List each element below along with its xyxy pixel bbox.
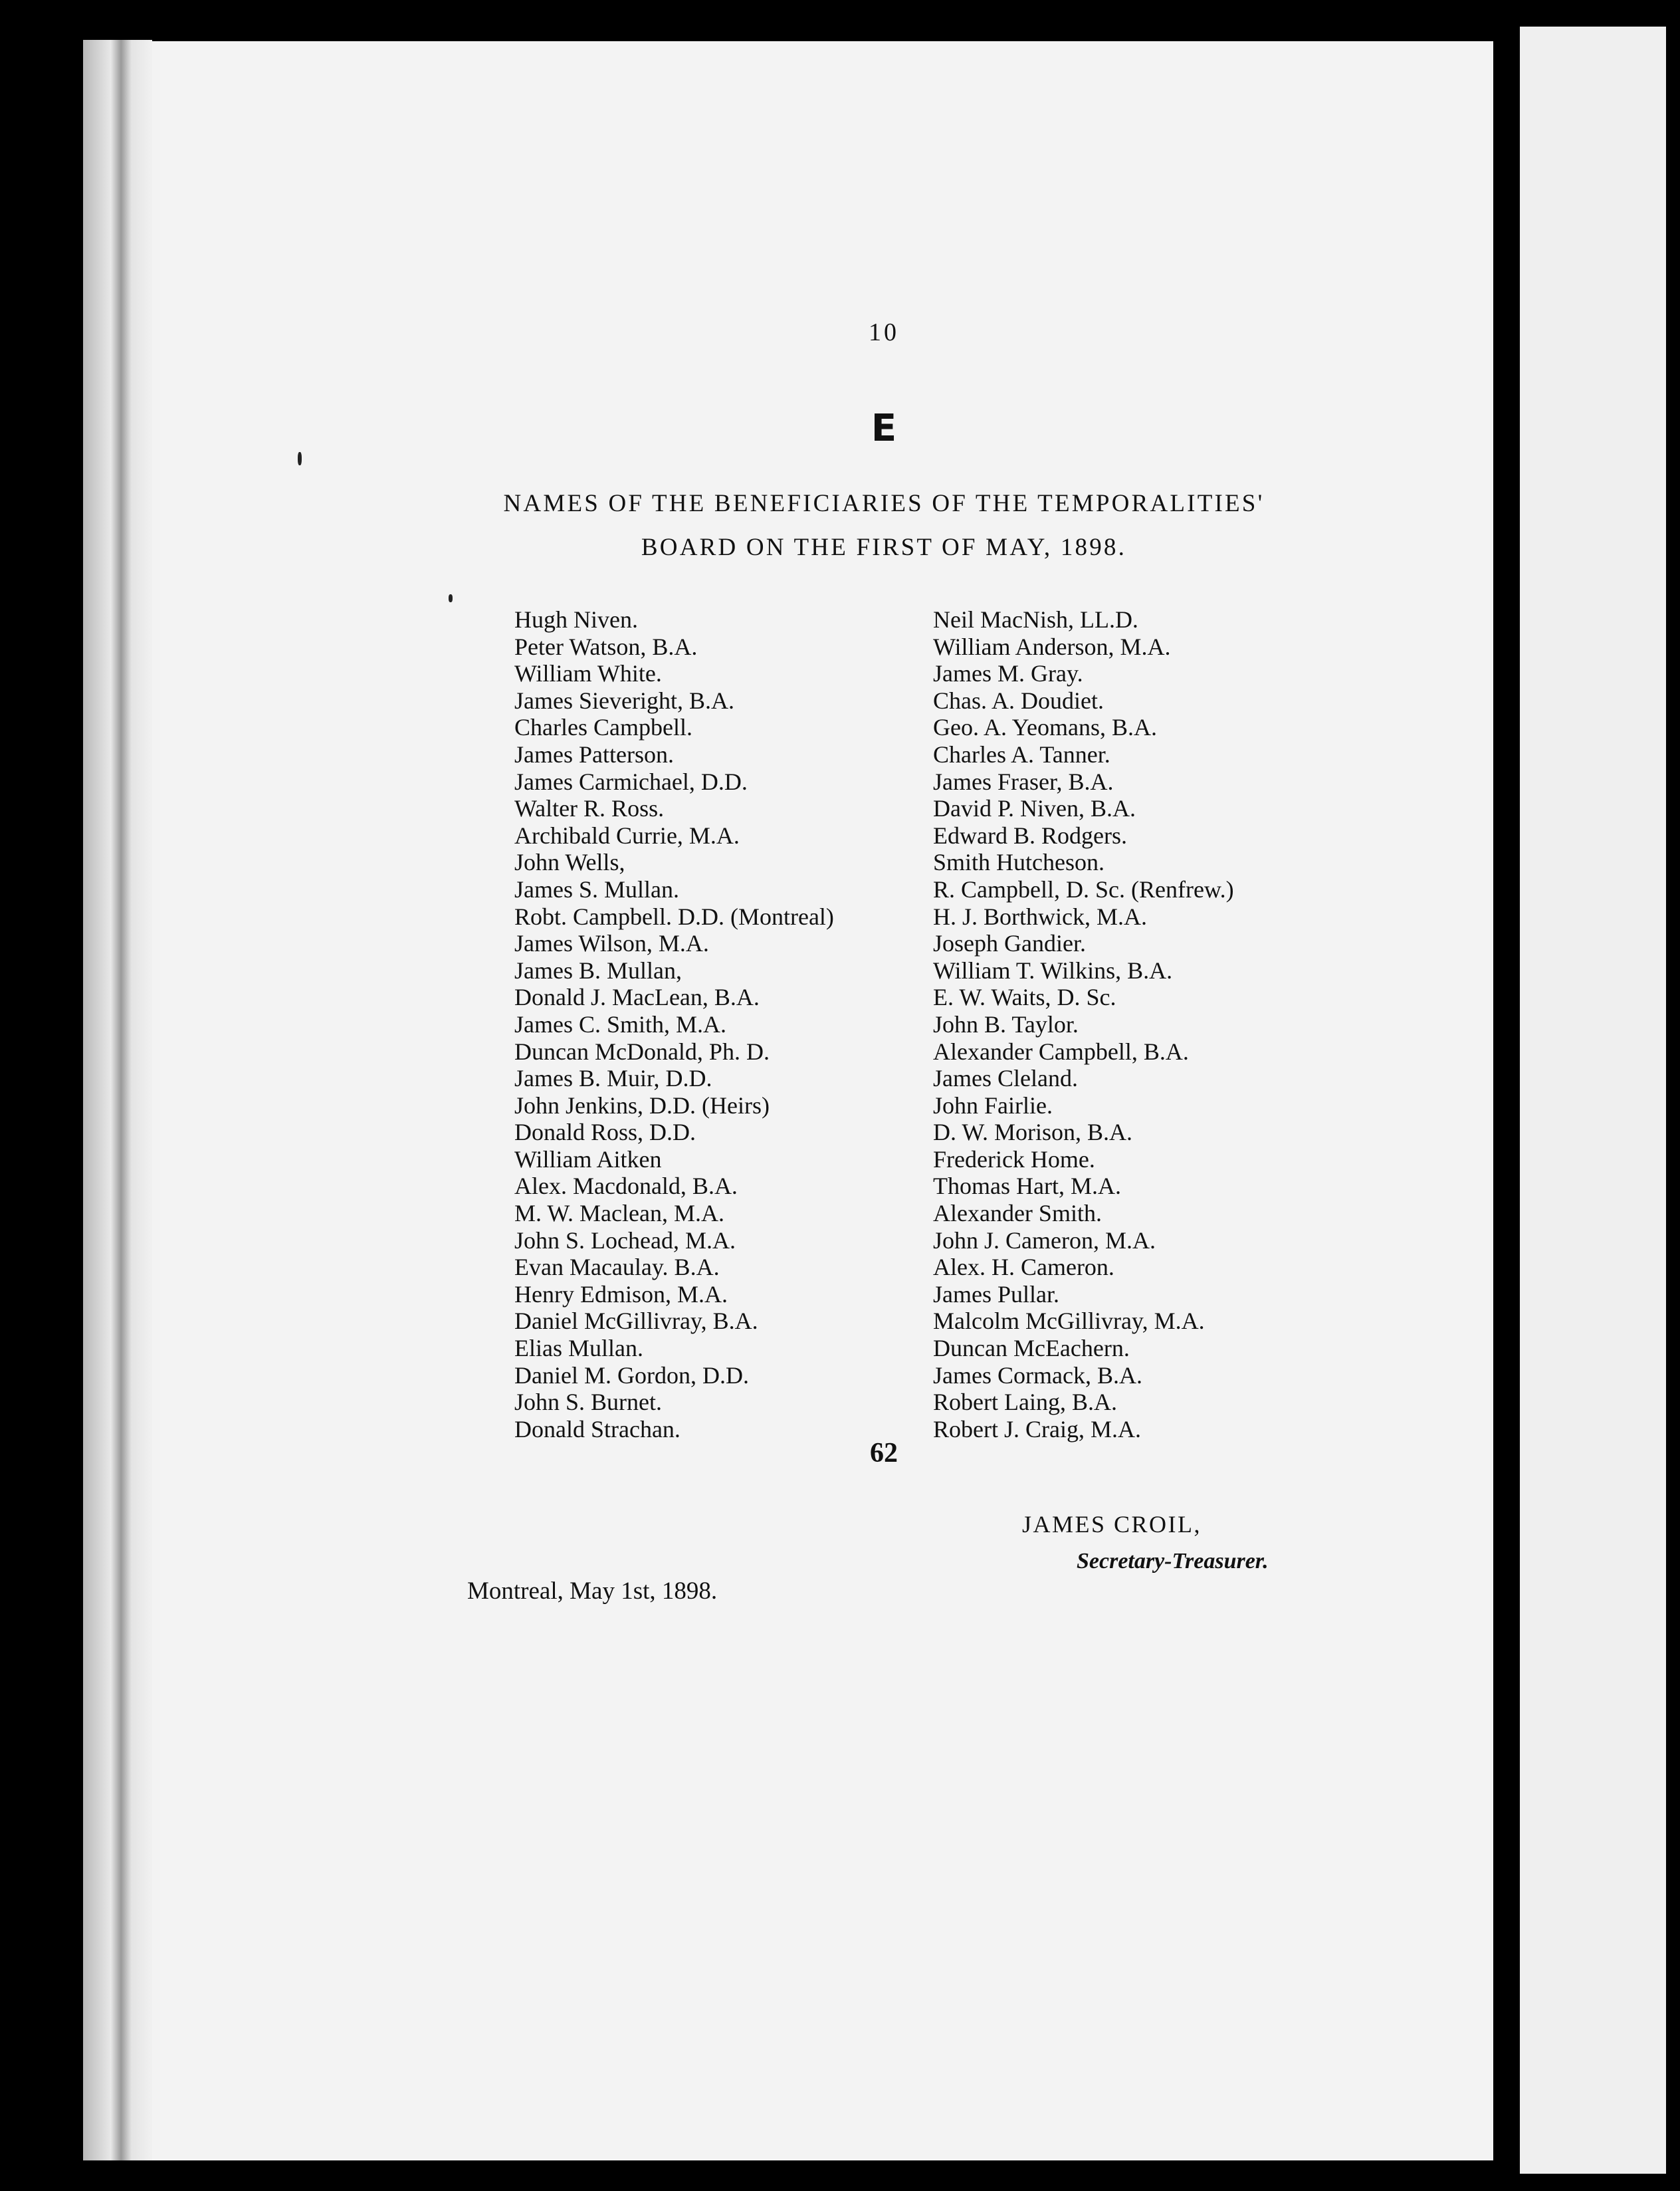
beneficiary-name: James C. Smith, M.A. <box>514 1010 727 1038</box>
beneficiary-name: Joseph Gandier. <box>933 930 1086 957</box>
beneficiary-name: James Fraser, B.A. <box>933 768 1114 795</box>
beneficiaries-total: 62 <box>870 1438 898 1468</box>
page-title-line-2: BOARD ON THE FIRST OF MAY, 1898. <box>641 534 1127 561</box>
page-number: 10 <box>869 318 899 346</box>
beneficiary-name: Duncan McEachern. <box>933 1335 1130 1362</box>
beneficiary-name: Alexander Campbell, B.A. <box>933 1038 1189 1065</box>
scan-speck <box>449 594 453 602</box>
beneficiary-name: Henry Edmison, M.A. <box>514 1280 728 1308</box>
beneficiary-name: David P. Niven, B.A. <box>933 795 1136 822</box>
beneficiary-name: Thomas Hart, M.A. <box>933 1173 1121 1200</box>
beneficiaries-list-left <box>514 606 834 1442</box>
beneficiary-name: James B. Mullan, <box>514 957 682 984</box>
beneficiary-name: James S. Mullan. <box>514 875 679 903</box>
beneficiary-name: E. W. Waits, D. Sc. <box>933 984 1116 1011</box>
signatory-name: JAMES CROIL, <box>1022 1511 1202 1538</box>
beneficiary-name: Elias Mullan. <box>514 1335 643 1362</box>
beneficiary-name: James Sieveright, B.A. <box>514 687 734 714</box>
beneficiary-name: Geo. A. Yeomans, B.A. <box>933 714 1158 741</box>
beneficiary-name: R. Campbell, D. Sc. (Renfrew.) <box>933 875 1234 903</box>
beneficiaries-list-right <box>933 606 1234 1442</box>
beneficiary-name: Daniel M. Gordon, D.D. <box>514 1361 749 1389</box>
beneficiary-name: John J. Cameron, M.A. <box>933 1226 1156 1254</box>
scan-speck <box>298 452 302 465</box>
beneficiary-name: Walter R. Ross. <box>514 795 665 822</box>
place-date: Montreal, May 1st, 1898. <box>467 1577 718 1605</box>
beneficiary-name: D. W. Morison, B.A. <box>933 1119 1133 1146</box>
beneficiary-name: Charles A. Tanner. <box>933 741 1110 768</box>
beneficiary-name: James Pullar. <box>933 1280 1059 1308</box>
beneficiary-name: Alexander Smith. <box>933 1200 1102 1227</box>
beneficiary-name: Alex. Macdonald, B.A. <box>514 1173 738 1200</box>
beneficiary-name: John S. Burnet. <box>514 1389 663 1416</box>
beneficiary-name: Robert Laing, B.A. <box>933 1389 1117 1416</box>
beneficiary-name: William T. Wilkins, B.A. <box>933 957 1173 984</box>
beneficiary-name: William Anderson, M.A. <box>933 633 1171 660</box>
beneficiary-name: Donald Ross, D.D. <box>514 1119 696 1146</box>
beneficiary-name: James Wilson, M.A. <box>514 930 709 957</box>
signatory-title: Secretary-Treasurer. <box>1077 1549 1269 1573</box>
beneficiary-name: Robt. Campbell. D.D. (Montreal) <box>514 903 834 930</box>
beneficiary-name: John Fairlie. <box>933 1092 1053 1119</box>
beneficiary-name: William Aitken <box>514 1145 662 1173</box>
beneficiary-name: Daniel McGillivray, B.A. <box>514 1308 758 1335</box>
beneficiary-name: Donald J. MacLean, B.A. <box>514 984 760 1011</box>
beneficiary-name: Robert J. Craig, M.A. <box>933 1415 1141 1442</box>
beneficiary-name: Peter Watson, B.A. <box>514 633 698 660</box>
beneficiary-name: James M. Gray. <box>933 660 1083 687</box>
beneficiary-name: H. J. Borthwick, M.A. <box>933 903 1147 930</box>
beneficiary-name: Archibald Currie, M.A. <box>514 822 740 849</box>
beneficiary-name: Frederick Home. <box>933 1145 1095 1173</box>
beneficiary-name: John B. Taylor. <box>933 1010 1079 1038</box>
beneficiary-name: John Jenkins, D.D. (Heirs) <box>514 1092 770 1119</box>
section-letter: E <box>871 407 897 450</box>
beneficiary-name: Chas. A. Doudiet. <box>933 687 1104 714</box>
scan-page-edge <box>83 40 152 2160</box>
beneficiary-name: Malcolm McGillivray, M.A. <box>933 1308 1205 1335</box>
beneficiary-name: Donald Strachan. <box>514 1415 681 1442</box>
beneficiary-name: Evan Macaulay. B.A. <box>514 1254 720 1281</box>
page-title-line-1: NAMES OF THE BENEFICIARIES OF THE TEMPORALITIES' <box>503 490 1265 517</box>
beneficiary-name: James Carmichael, D.D. <box>514 768 748 795</box>
beneficiary-name: Charles Campbell. <box>514 714 692 741</box>
beneficiary-name: John S. Lochead, M.A. <box>514 1226 736 1254</box>
beneficiary-name: Neil MacNish, LL.D. <box>933 606 1138 633</box>
beneficiary-name: Alex. H. Cameron. <box>933 1254 1114 1281</box>
beneficiary-name: James Cormack, B.A. <box>933 1361 1142 1389</box>
beneficiary-name: Duncan McDonald, Ph. D. <box>514 1038 770 1065</box>
beneficiary-name: William White. <box>514 660 662 687</box>
spine-gap <box>1493 0 1520 2191</box>
beneficiary-name: Smith Hutcheson. <box>933 849 1104 876</box>
beneficiary-name: James Cleland. <box>933 1065 1078 1092</box>
beneficiary-name: John Wells, <box>514 849 625 876</box>
beneficiary-name: Edward B. Rodgers. <box>933 822 1127 849</box>
beneficiary-name: Hugh Niven. <box>514 606 638 633</box>
beneficiary-name: James Patterson. <box>514 741 674 768</box>
adjacent-page-edge <box>1520 27 1666 2174</box>
beneficiary-name: M. W. Maclean, M.A. <box>514 1200 724 1227</box>
beneficiary-name: James B. Muir, D.D. <box>514 1065 712 1092</box>
